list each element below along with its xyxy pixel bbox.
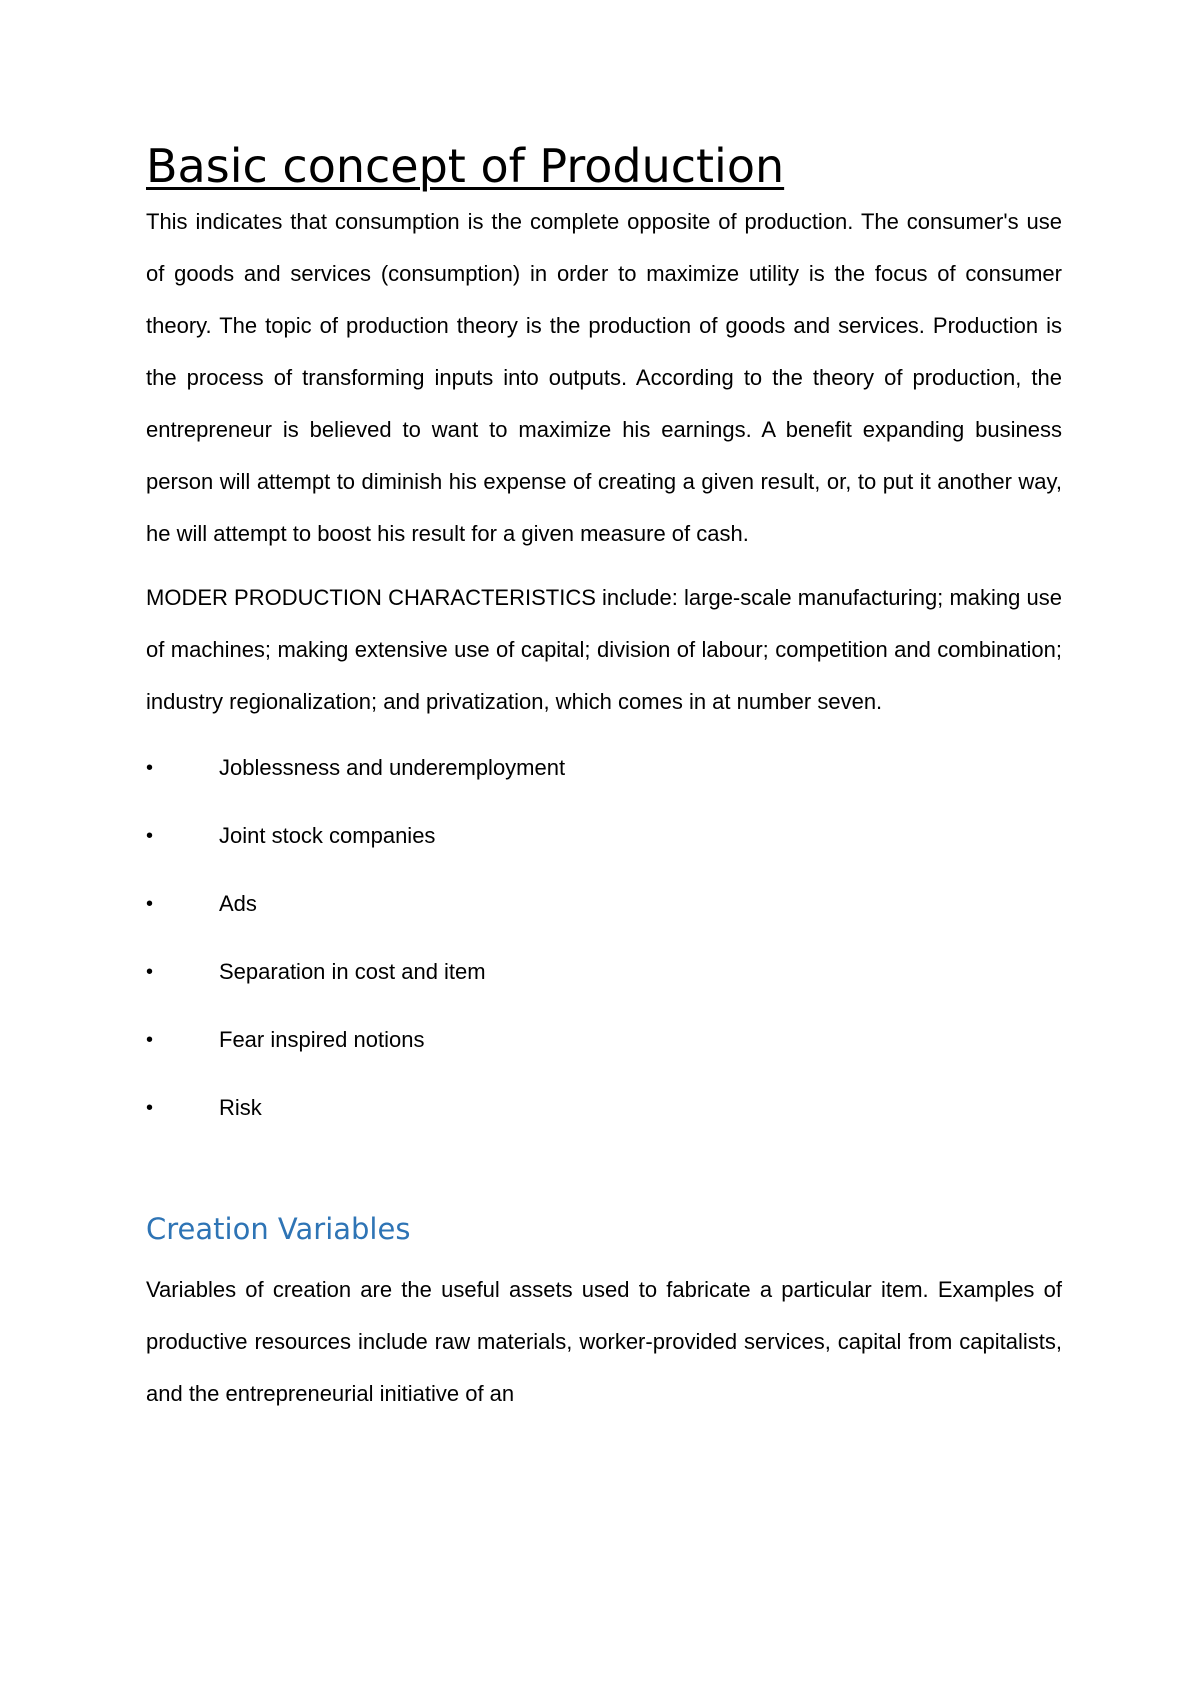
- list-item: [146, 810, 1062, 878]
- page-title: Basic concept of Production: [146, 139, 785, 193]
- creation-variables-paragraph: Variables of creation are the useful assets used to fabricate a particular item. Examples of productive resources include raw materials, worker-provided services, capital from capitalists, and the entrepreneurial initiative of an: [146, 1277, 1062, 1406]
- list-item-text: Ads: [219, 891, 257, 916]
- section-heading: Creation Variables: [146, 1212, 411, 1246]
- bullet-icon: •: [146, 757, 154, 779]
- bullet-icon: •: [146, 825, 154, 847]
- list-item: [146, 878, 1062, 946]
- list-item: [146, 1014, 1062, 1082]
- characteristics-paragraph: MODER PRODUCTION CHARACTERISTICS include: large-scale manufacturing; making use of machines; making extensive use of capital; division of labour; competition and combination; industry regionalization; and privatization, which comes in at number seven.: [146, 585, 1062, 714]
- intro-paragraph: This indicates that consumption is the complete opposite of production. The consumer's use of goods and services (consumption) in order to maximize utility is the focus of consumer theory. The topic of production theory is the production of goods and services. Production is the process of transforming inputs into outputs. According to the theory of production, the entrepreneur is believed to want to maximize his earnings. A benefit expanding business person will attempt to diminish his expense of creating a given result, or, to put it another way, he will attempt to boost his result for a given measure of cash.: [146, 209, 1062, 546]
- bullet-icon: •: [146, 893, 154, 915]
- list-item: [146, 946, 1062, 1014]
- bullet-icon: •: [146, 1097, 154, 1119]
- list-item-text: Fear inspired notions: [219, 1027, 425, 1052]
- list-item-text: Joint stock companies: [219, 823, 436, 848]
- characteristics-list: [146, 742, 1062, 1150]
- list-item: [146, 1082, 1062, 1150]
- list-item: [146, 742, 1062, 810]
- list-item-text: Separation in cost and item: [219, 959, 486, 984]
- list-item-text: Risk: [219, 1095, 262, 1120]
- document-page: [146, 140, 1062, 1420]
- list-item-text: Joblessness and underemployment: [219, 755, 566, 780]
- bullet-icon: •: [146, 961, 154, 983]
- bullet-icon: •: [146, 1029, 154, 1051]
